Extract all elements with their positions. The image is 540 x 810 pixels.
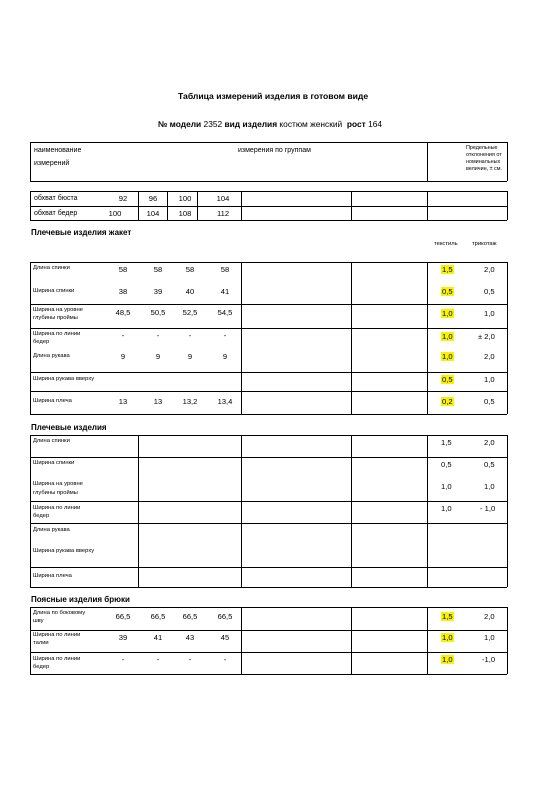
row-label-line2: глубины проймы [33, 315, 78, 321]
table-cell: 66,5 [217, 612, 233, 621]
table-cell: - [188, 331, 192, 340]
table-cell: 54,5 [217, 308, 233, 317]
row-label: Ширина спинки [33, 288, 75, 294]
col-groups-header: измерения по группам [238, 147, 311, 154]
table-cell: 41 [220, 287, 230, 296]
tolerance-knit: 2,0 [484, 612, 495, 621]
row-label: Ширина спинки [33, 460, 75, 466]
tolerance-textile: 0,2 [442, 397, 453, 406]
table-cell: 66,5 [150, 612, 166, 621]
col-textile-header: текстиль [434, 241, 458, 247]
col-tolerance-header: Предельные отклонения от номинальных величин, ± см. [466, 145, 502, 172]
row-label: Ширина рукава вверху [33, 548, 95, 554]
table-cell: - [223, 655, 227, 664]
table-cell: - [188, 655, 192, 664]
tolerance-knit: ± 2,0 [478, 332, 495, 341]
tolerance-textile: 1,0 [442, 332, 453, 341]
kind-label: вид изделия [224, 119, 278, 129]
table-cell: - [223, 331, 227, 340]
table-cell: 112 [216, 209, 230, 218]
table-cell: 39 [153, 287, 163, 296]
row-label-line2: глубины проймы [33, 490, 78, 496]
tolerance-textile: 1,0 [441, 482, 452, 491]
row-label: Длина спинки [33, 438, 70, 444]
tolerance-knit: 0,5 [484, 460, 495, 469]
table-cell: 39 [118, 633, 128, 642]
row-label: Длина рукава [33, 353, 70, 359]
table-cell: 13 [118, 397, 128, 406]
table-cell: - [121, 331, 125, 340]
table-cell: 40 [185, 287, 195, 296]
model-line [158, 119, 382, 129]
tolerance-knit: 1,0 [484, 633, 495, 642]
table-cell: 92 [118, 194, 128, 203]
girth-label: обхват бедер [34, 210, 78, 217]
row-label-line2: бедер [33, 339, 50, 345]
table-cell: 100 [108, 209, 122, 218]
row-label: Длина спинки [33, 265, 70, 271]
table-cell: 43 [185, 633, 195, 642]
tolerance-textile: 0,5 [442, 375, 453, 384]
table-cell: 41 [153, 633, 163, 642]
tolerance-knit: - 1,0 [480, 504, 496, 513]
row-label: Ширина плеча [33, 398, 72, 404]
table-cell: 38 [118, 287, 128, 296]
table-cell: - [156, 331, 160, 340]
row-label: Длина рукава [33, 527, 70, 533]
model-number: 2352 [203, 119, 223, 129]
tolerance-textile: 1,5 [442, 612, 453, 621]
row-label-line2: шву [33, 618, 44, 624]
col-name-header: наименование [34, 147, 82, 154]
tolerance-textile: 1,5 [442, 265, 453, 274]
tolerance-knit: 0,5 [484, 287, 495, 296]
tolerance-textile: 1,5 [441, 438, 452, 447]
tolerance-knit: 2,0 [484, 438, 495, 447]
tolerance-knit: -1,0 [482, 655, 496, 664]
tolerance-knit: 1,0 [484, 309, 495, 318]
girth-label: обхват бюста [34, 195, 78, 202]
tolerance-textile: 1,0 [442, 655, 453, 664]
row-label: Ширина плеча [33, 573, 72, 579]
tolerance-textile: 1,0 [442, 633, 453, 642]
table-cell: 58 [220, 265, 230, 274]
document-title: Таблица измерений изделия в готовом виде [178, 91, 369, 101]
table-cell: 104 [146, 209, 160, 218]
table-cell: 13 [153, 397, 163, 406]
table-cell: 58 [153, 265, 163, 274]
tolerance-textile: 1,0 [442, 352, 453, 361]
col-knit-header: трикотаж [472, 241, 497, 247]
table-cell: 100 [178, 194, 192, 203]
tolerance-textile: 0,5 [442, 287, 453, 296]
row-label-line2: бедер [33, 513, 50, 519]
table-cell: 45 [220, 633, 230, 642]
table-cell: 104 [216, 194, 230, 203]
table-cell: 13,2 [182, 397, 198, 406]
tolerance-textile: 1,0 [442, 309, 453, 318]
tolerance-knit: 1,0 [484, 482, 495, 491]
row-label: Ширина по линии [33, 656, 81, 662]
table-cell: 9 [120, 352, 126, 361]
model-label: № модели [158, 119, 202, 129]
table-cell: - [156, 655, 160, 664]
table-cell: 96 [148, 194, 158, 203]
row-label: Ширина рукава вверху [33, 376, 95, 382]
tolerance-knit: 2,0 [484, 352, 495, 361]
table-cell: 48,5 [115, 308, 131, 317]
table-cell: 58 [118, 265, 128, 274]
table-cell: 9 [187, 352, 193, 361]
row-label: Ширина на уровне [33, 481, 83, 487]
table-cell: 66,5 [182, 612, 198, 621]
tolerance-knit: 0,5 [484, 397, 495, 406]
table-cell: 50,5 [150, 308, 166, 317]
row-label: Длина по боковому [33, 610, 86, 616]
row-label-line2: бедер [33, 664, 50, 670]
table-cell: 108 [178, 209, 192, 218]
section-title-jacket: Плечевые изделия жакет [31, 228, 132, 237]
row-label: Ширина по линии [33, 632, 81, 638]
table-cell: 13,4 [217, 397, 233, 406]
height-value: 164 [368, 119, 383, 129]
tolerance-knit: 1,0 [484, 375, 495, 384]
table-cell: 9 [155, 352, 161, 361]
table-cell: - [121, 655, 125, 664]
section-title-shoulder: Плечевые изделия [31, 423, 107, 432]
row-label: Ширина по линии [33, 331, 81, 337]
tolerance-textile: 0,5 [441, 460, 452, 469]
tolerance-knit: 2,0 [484, 265, 495, 274]
table-cell: 66,5 [115, 612, 131, 621]
table-cell: 52,5 [182, 308, 198, 317]
row-label: Ширина по линии [33, 505, 81, 511]
table-cell: 9 [222, 352, 228, 361]
col-name-header-2: измерений [34, 160, 70, 167]
table-cell: 58 [185, 265, 195, 274]
tolerance-textile: 1,0 [441, 504, 452, 513]
kind-value: костюм женский [279, 119, 343, 129]
row-label: Ширина на уровне [33, 307, 83, 313]
row-label-line2: талии [33, 640, 49, 646]
section-title-trousers: Поясные изделия брюки [31, 595, 130, 604]
height-label: рост [346, 119, 366, 129]
